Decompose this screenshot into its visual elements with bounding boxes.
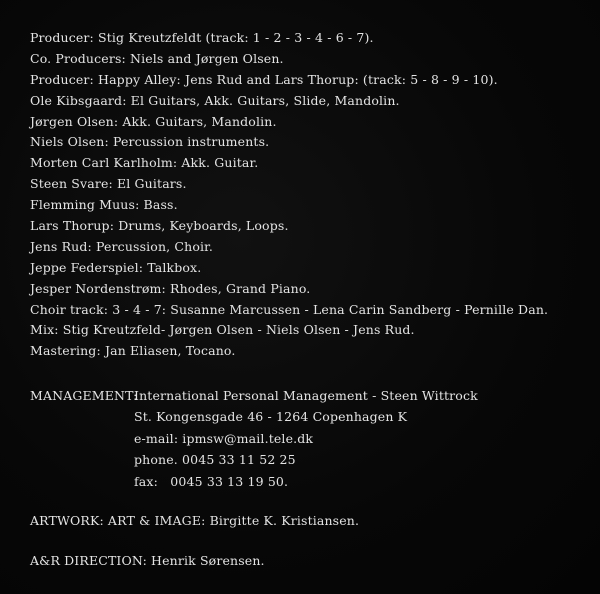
credit-line: Flemming Muus: Bass. (30, 197, 178, 213)
management-company: International Personal Management - Steen Wittrock (134, 388, 478, 403)
credit-line: Jesper Nordenstrøm: Rhodes, Grand Piano. (30, 280, 311, 296)
credit-line: Morten Carl Karlholm: Akk. Guitar. (30, 155, 259, 171)
credit-line: Producer: Stig Kreutzfeldt (track: 1 - 2 - 3 - 4 - 6 - 7). (30, 30, 374, 45)
credit-line: Co. Producers: Niels and Jørgen Olsen. (30, 50, 284, 66)
credit-line: Choir track: 3 - 4 - 7: Susanne Marcussen - Lena Carin Sandberg - Pernille Dan. (30, 301, 549, 317)
credit-line: Mastering: Jan Eliasen, Tocano. (30, 343, 236, 359)
credit-line: Ole Kibsgaard: El Guitars, Akk. Guitars, Slide, Mandolin. (30, 92, 400, 108)
credit-line: Niels Olsen: Percussion instruments. (30, 134, 270, 150)
ar-direction-credit: A&R DIRECTION: Henrik Sørensen. (30, 553, 265, 568)
artwork-credit: ARTWORK: ART & IMAGE: Birgitte K. Kristiansen. (30, 513, 360, 528)
management-email: e-mail: ipmsw@mail.tele.dk (134, 430, 314, 446)
management-address: St. Kongensgade 46 - 1264 Copenhagen K (134, 409, 408, 425)
credit-line: Mix: Stig Kreutzfeld- Jørgen Olsen - Niels Olsen - Jens Rud. (30, 322, 415, 338)
management-phone: phone. 0045 33 11 52 25 (134, 452, 296, 468)
credit-line: Jeppe Federspiel: Talkbox. (30, 259, 202, 275)
credit-line: Lars Thorup: Drums, Keyboards, Loops. (30, 218, 289, 234)
management-label: MANAGEMENT: (30, 388, 138, 403)
credits-list (30, 28, 548, 362)
credit-line: Producer: Happy Alley: Jens Rud and Lars Thorup: (track: 5 - 8 - 9 - 10). (30, 71, 498, 87)
credit-line: Jørgen Olsen: Akk. Guitars, Mandolin. (30, 113, 277, 129)
credit-line: Jens Rud: Percussion, Choir. (30, 238, 214, 254)
management-fax: fax: 0045 33 13 19 50. (134, 473, 289, 489)
credit-line: Steen Svare: El Guitars. (30, 176, 187, 192)
